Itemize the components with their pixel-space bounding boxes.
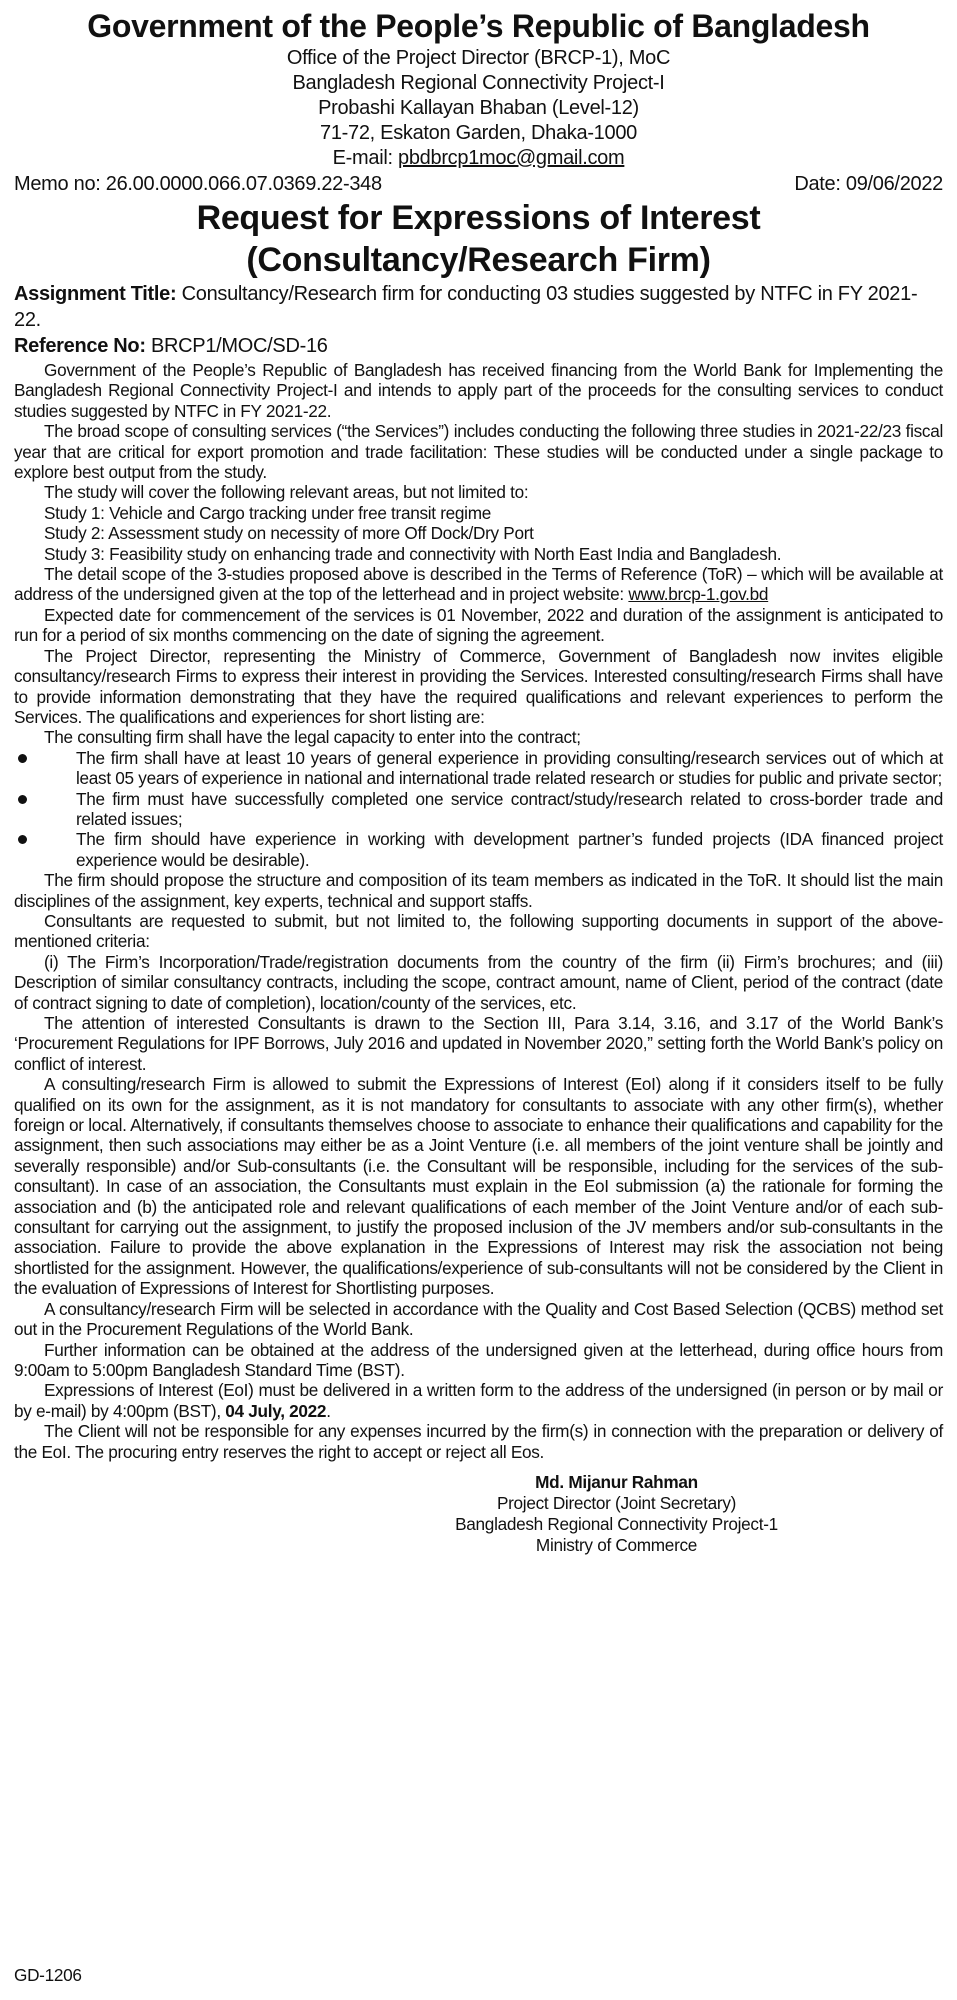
list-item [14,789,943,830]
reference-number [14,333,943,359]
deadline-date: 04 July, 2022 [225,1400,327,1421]
list-item-text: The firm should have experience in working with development partner’s funded projects (IDA financed project experience would be desirable). [76,829,943,870]
memo-number: Memo no: 26.00.0000.066.07.0369.22-348 [14,173,382,195]
email-link[interactable]: pbdbrcp1moc@gmail.com [398,147,625,169]
paragraph-deadline [14,1380,943,1421]
tor-text: The detail scope of the 3-studies proposed above is described in the Terms of Reference (ToR) – which will be available at address of the undersigned given at the top of the letterhead and in project website: [14,564,943,605]
bullet-icon [18,754,27,763]
email-line [14,146,943,171]
paragraph-document-list: (i) The Firm’s Incorporation/Trade/registration documents from the country of the firm (ii) Firm’s brochures; and (iii) Description of similar consultancy contracts, including the scope, contract amount, name of Client, period of the contract (date of contract signing to date of completion), location/county of the services, etc. [14,951,943,1013]
list-item [14,748,943,789]
notice-body [14,360,943,1462]
address-line-building: Probashi Kallayan Bhaban (Level-12) [318,97,639,119]
email-label: E-mail: [332,147,399,169]
signatory-ministry: Ministry of Commerce [535,1534,698,1555]
study-item-2: Study 2: Assessment study on necessity of more Off Dock/Dry Port [44,523,534,544]
deadline-text: Expressions of Interest (EoI) must be delivered in a written form to the address of the undersigned (in person or by mail or by e-mail) by 4:00pm (BST), [14,1380,943,1421]
list-item [14,829,943,870]
paragraph-invitation: The Project Director, representing the Ministry of Commerce, Government of Bangladesh now invites eligible consultancy/research Firms to express their interest in providing the Services. Interested consulting/research Firms shall have to provide information demonstrating that they have the required qualifications and relevant experiences to perform the Services. The qualifications and experiences for short listing are: [14,645,943,727]
paragraph-legal-capacity: The consulting firm shall have the legal capacity to enter into the contract; [44,727,581,748]
reference-label: Reference No: [14,335,146,357]
paragraph-selection-method: A consultancy/research Firm will be selected in accordance with the Quality and Cost Based Selection (QCBS) method set out in the Procurement Regulations of the World Bank. [14,1298,943,1340]
assignment-label: Assignment Title: [14,283,177,305]
signatory-designation: Project Director (Joint Secretary) [496,1492,737,1513]
signatory-project: Bangladesh Regional Connectivity Project-1 [455,1513,778,1534]
paragraph-study-areas: The study will cover the following relevant areas, but not limited to: [44,482,529,503]
assignment-title [14,281,943,333]
memo-date: Date: 09/06/2022 [794,173,943,195]
address-line-office: Office of the Project Director (BRCP-1), MoC [286,47,671,69]
memo-row [14,171,943,197]
government-title: Government of the People’s Republic of Bangladesh [87,8,870,44]
signature-block [444,1472,789,1556]
paragraph-scope: The broad scope of consulting services (“the Services”) includes conducting the following three studies in 2021-22/23 fiscal year that are critical for export promotion and trade facilitation: These studies will be conducted under a single package to explore best output from the study. [14,421,943,483]
paragraph-disclaimer: The Client will not be responsible for any expenses incurred by the firm(s) in connection with the preparation or delivery of the EoI. The procuring entry reserves the right to accept or reject all Eos. [14,1421,943,1462]
paragraph-further-info: Further information can be obtained at the address of the undersigned given at the letterhead, during office hours from 9:00am to 5:00pm Bangladesh Standard Time (BST). [14,1339,943,1380]
study-item-3: Study 3: Feasibility study on enhancing trade and connectivity with North East India and Bangladesh. [44,543,782,564]
address-line-project: Bangladesh Regional Connectivity Project-I [292,72,665,94]
paragraph-association: A consulting/research Firm is allowed to submit the Expressions of Interest (EoI) along if it considers itself to be fully qualified on its own for the assignment, as it is not mandatory for consultants to associate with any other firm(s), whether foreign or local. Alternatively, if consultants themselves choose to associate to enhance their qualifications and capability for the assignment, then such associations may either be as a Joint Venture (i.e. all members of the joint venture shall be jointly and severally responsible) and/or Sub-consultants (i.e. the Consultant will be responsible, including for the services of the sub-consultant). In case of an association, the Consultants must explain in the EoI submission (a) the rationale for forming the association and (b) the anticipated role and relevant qualifications of each member of the Joint Venture and/or of each sub-consultant for carrying out the assignment, to justify the proposed inclusion of the JV members and/or sub-consultants in the association. Failure to provide the above explanation in the Expressions of Interest may risk the association not being shortlisted for the assignment. However, the qualifications/experience of sub-consultants will not be considered by the Client in the evaluation of Expressions of Interest for Shortlisting purposes. [14,1074,943,1299]
gd-code: GD-1206 [14,1965,82,1985]
study-item-1: Study 1: Vehicle and Cargo tracking under free transit regime [44,502,491,523]
list-item-text: The firm must have successfully completed one service contract/study/research related to cross-border trade and related issues; [76,788,943,829]
paragraph-financing: Government of the People’s Republic of Bangladesh has received financing from the World Bank for Implementing the Bangladesh Regional Connectivity Project-I and intends to apply part of the proceeds for the consulting services to conduct studies suggested by NTFC in FY 2021-22. [14,360,943,421]
paragraph-supporting-docs: Consultants are requested to submit, but not limited to, the following supporting documents in support of the above-mentioned criteria: [14,910,943,952]
bullet-icon [18,835,27,844]
assignment-text: Consultancy/Research firm for conducting 03 studies suggested by NTFC in FY 2021-22. [14,283,918,331]
paragraph-tor [14,564,943,605]
notice-title-line1: Request for Expressions of Interest [196,199,761,237]
address-line-street: 71-72, Eskaton Garden, Dhaka-1000 [320,122,637,144]
deadline-end: . [326,1400,331,1421]
bullet-icon [18,795,27,804]
paragraph-team-structure: The firm should propose the structure and composition of its team members as indicated in the ToR. It should list the main disciplines of the assignment, key experts, technical and support staffs. [14,870,943,911]
notice-title-line2: (Consultancy/Research Firm) [246,241,711,279]
reference-text: BRCP1/MOC/SD-16 [145,335,328,357]
project-website-link[interactable]: www.brcp-1.gov.bd [628,584,769,605]
paragraph-conflict-of-interest: The attention of interested Consultants is drawn to the Section III, Para 3.14, 3.16, and 3.17 of the World Bank’s ‘Procurement Regulations for IPF Borrows, July 2016 and updated in November 2020,” setting forth the World Bank’s policy on conflict of interest. [14,1013,943,1074]
paragraph-commencement: Expected date for commencement of the services is 01 November, 2022 and duration of the assignment is anticipated to run for a period of six months commencing on the date of signing the agreement. [14,604,943,646]
qualification-list [14,748,943,870]
notice-title [14,197,943,281]
office-address [14,46,943,171]
list-item-text: The firm shall have at least 10 years of general experience in providing consulting/research services out of which at least 05 years of experience in national and international trade related research or studies for public and private sector; [76,747,943,789]
signatory-name: Md. Mijanur Rahman [535,1471,698,1492]
